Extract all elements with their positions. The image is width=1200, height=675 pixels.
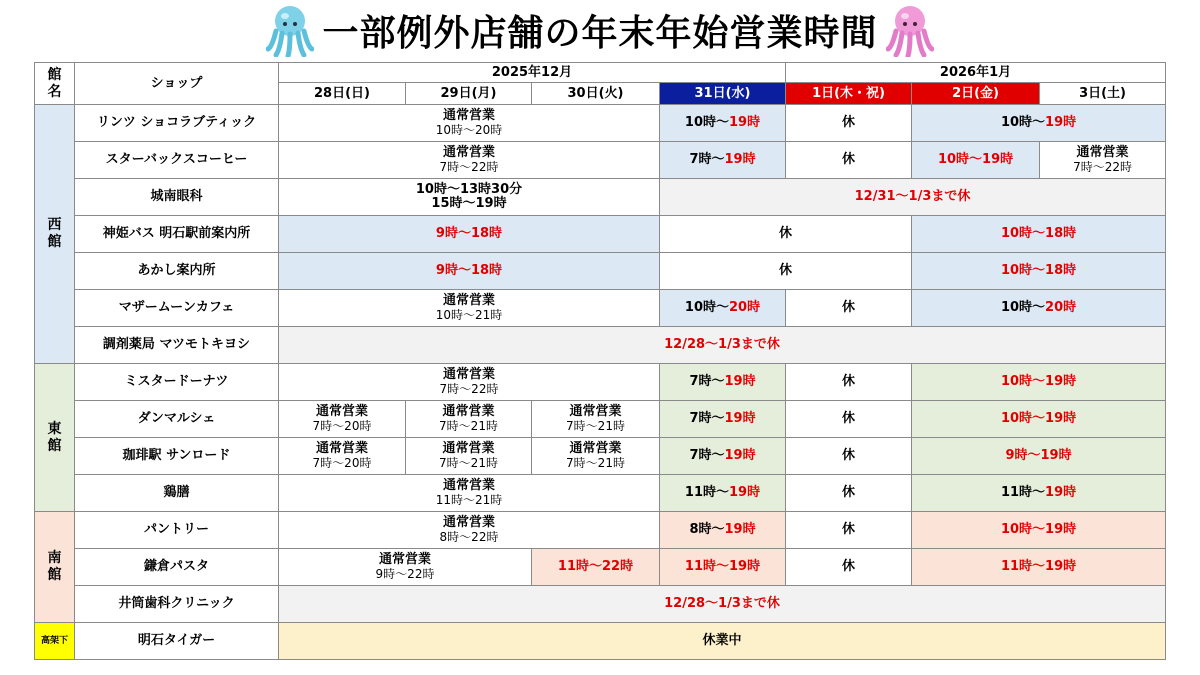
table-row: [35, 179, 1166, 216]
table-row: [35, 364, 1166, 401]
closed-cell: 12/28～1/3まで休: [279, 327, 1166, 364]
hours-cell: 通常営業 10時～20時: [279, 105, 660, 142]
building-label-under: 高架下: [35, 623, 75, 660]
day-header-3: 3日(土): [1040, 83, 1166, 105]
table-row: [35, 401, 1166, 438]
table-row: [35, 438, 1166, 475]
hours-cell: 通常営業 11時～21時: [279, 475, 660, 512]
table-row: [35, 105, 1166, 142]
closed-cell: 休: [786, 290, 912, 327]
hours-cell: 11時～22時: [532, 549, 660, 586]
day-header-1: 1日(木・祝): [786, 83, 912, 105]
hours-cell: 10時～13時30分 15時～19時: [279, 179, 660, 216]
closed-cell: 休: [786, 438, 912, 475]
hours-cell: 通常営業 7時～20時: [279, 438, 406, 475]
day-header-31: 31日(水): [660, 83, 786, 105]
page-title-bar: [0, 2, 1200, 58]
hours-cell: 11時～19時: [660, 549, 786, 586]
hours-cell: 10時～19時: [912, 512, 1166, 549]
hours-cell: 7時～19時: [660, 401, 786, 438]
day-header-2: 2日(金): [912, 83, 1040, 105]
closed-cell: 休: [786, 512, 912, 549]
hours-cell: 通常営業 7時～21時: [406, 401, 532, 438]
shop-name: 鎌倉パスタ: [75, 549, 279, 586]
building-label-west: 西 館: [35, 105, 75, 364]
blue-octopus-icon: [266, 3, 314, 57]
hours-cell: 10時～19時: [660, 105, 786, 142]
hours-cell: 10時～19時: [912, 401, 1166, 438]
hours-cell: 10時～18時: [912, 253, 1166, 290]
schedule-table: [34, 62, 1166, 660]
day-header-29: 29日(月): [406, 83, 532, 105]
table-row: [35, 253, 1166, 290]
hours-cell: 通常営業 7時～21時: [532, 438, 660, 475]
hours-cell: 10時～18時: [912, 216, 1166, 253]
day-header-28: 28日(日): [279, 83, 406, 105]
hours-cell: 11時～19時: [912, 475, 1166, 512]
page-title: 一部例外店舗の年末年始営業時間: [322, 12, 878, 54]
header-row-months: [35, 63, 1166, 83]
hours-cell: 9時～18時: [279, 253, 660, 290]
shop-name: スターバックスコーヒー: [75, 142, 279, 179]
shop-name: あかし案内所: [75, 253, 279, 290]
hours-cell: 通常営業 10時～21時: [279, 290, 660, 327]
hours-cell: 9時～18時: [279, 216, 660, 253]
table-row: [35, 512, 1166, 549]
month-header-2026-01: 2026年1月: [786, 63, 1166, 83]
hours-cell: 通常営業 8時～22時: [279, 512, 660, 549]
pink-octopus-icon: [886, 3, 934, 57]
closed-cell: 休: [786, 549, 912, 586]
table-row: [35, 475, 1166, 512]
hours-cell: 通常営業 7時～20時: [279, 401, 406, 438]
hours-cell: 通常営業 7時～22時: [279, 142, 660, 179]
table-row: [35, 623, 1166, 660]
shop-name: 珈琲駅 サンロード: [75, 438, 279, 475]
shop-name: 城南眼科: [75, 179, 279, 216]
hours-cell: 通常営業 9時～22時: [279, 549, 532, 586]
hours-cell: 通常営業 7時～22時: [1040, 142, 1166, 179]
closed-cell: 休: [786, 105, 912, 142]
table-row: [35, 327, 1166, 364]
hours-cell: 8時～19時: [660, 512, 786, 549]
day-header-30: 30日(火): [532, 83, 660, 105]
shop-header: ショップ: [75, 63, 279, 105]
month-header-2025-12: 2025年12月: [279, 63, 786, 83]
building-header: 館 名: [35, 63, 75, 105]
closed-cell: 休: [786, 401, 912, 438]
hours-cell: 通常営業 7時～21時: [406, 438, 532, 475]
status-cell: 休業中: [279, 623, 1166, 660]
shop-name: マザームーンカフェ: [75, 290, 279, 327]
table-row: [35, 290, 1166, 327]
closed-cell: 休: [660, 253, 912, 290]
closed-cell: 休: [786, 142, 912, 179]
shop-name: ミスタードーナツ: [75, 364, 279, 401]
shop-name: 鶏膳: [75, 475, 279, 512]
hours-cell: 10時～19時: [912, 364, 1166, 401]
hours-cell: 11時～19時: [660, 475, 786, 512]
table-row: [35, 216, 1166, 253]
shop-name: 調剤薬局 マツモトキヨシ: [75, 327, 279, 364]
closed-cell: 12/31～1/3まで休: [660, 179, 1166, 216]
hours-cell: 10時～20時: [912, 290, 1166, 327]
shop-name: 神姫バス 明石駅前案内所: [75, 216, 279, 253]
closed-cell: 12/28～1/3まで休: [279, 586, 1166, 623]
table-row: [35, 586, 1166, 623]
shop-name: ダンマルシェ: [75, 401, 279, 438]
hours-cell: 通常営業 7時～21時: [532, 401, 660, 438]
hours-cell: 9時～19時: [912, 438, 1166, 475]
shop-name: 井筒歯科クリニック: [75, 586, 279, 623]
table-row: [35, 142, 1166, 179]
hours-cell: 10時～19時: [912, 105, 1166, 142]
closed-cell: 休: [786, 364, 912, 401]
closed-cell: 休: [786, 475, 912, 512]
closed-cell: 休: [660, 216, 912, 253]
hours-cell: 7時～19時: [660, 364, 786, 401]
hours-cell: 7時～19時: [660, 142, 786, 179]
shop-name: 明石タイガー: [75, 623, 279, 660]
building-label-south: 南 館: [35, 512, 75, 623]
building-label-east: 東 館: [35, 364, 75, 512]
hours-cell: 通常営業 7時～22時: [279, 364, 660, 401]
table-row: [35, 549, 1166, 586]
hours-cell: 10時～19時: [912, 142, 1040, 179]
shop-name: パントリー: [75, 512, 279, 549]
hours-cell: 11時～19時: [912, 549, 1166, 586]
shop-name: リンツ ショコラブティック: [75, 105, 279, 142]
hours-cell: 7時～19時: [660, 438, 786, 475]
hours-cell: 10時～20時: [660, 290, 786, 327]
